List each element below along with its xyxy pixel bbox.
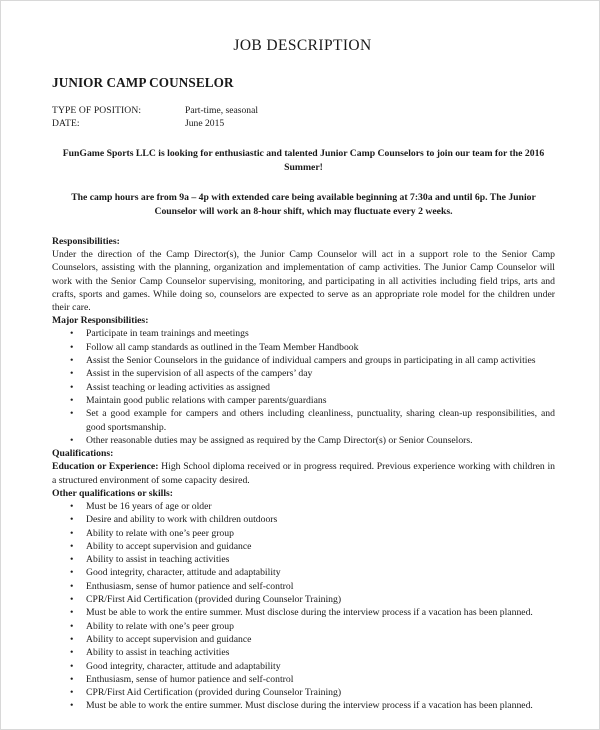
bullet-icon: • [70, 554, 74, 566]
bullet-icon: • [70, 660, 74, 672]
list-item-label: Follow all camp standards as outlined in the Team Member Handbook [86, 341, 359, 353]
list-item-label: CPR/First Aid Certification (provided during Counselor Training) [86, 594, 342, 606]
heading-qualifications: Qualifications: [52, 448, 114, 460]
bullet-icon: • [70, 633, 74, 645]
education-or-experience [52, 460, 555, 486]
list-item [52, 407, 555, 434]
list-item-label: Must be able to work the entire summer. Must disclose during the interview process if a vacation has been planned. [86, 700, 533, 712]
bullet-icon: • [70, 567, 74, 579]
heading-major-responsibilities: Major Responsibilities: [52, 315, 149, 327]
position-meta [52, 104, 555, 130]
list-item [52, 540, 555, 553]
heading-other-qualifications: Other qualifications or skills: [52, 487, 174, 499]
responsibilities-body: Under the direction of the Camp Director(s), the Junior Camp Counselor will act in a support role to the Senior Camp Counselors, assisting with the planning, organization and implementation of camp activities. The Junior Camp Counselor will work with the Senior Camp Counselor supervising, monitoring, and participating in all activities including field trips, arts and crafts, sports and games. While doing so, counselors are expected to serve as an appropriate role model for the children under their care. [52, 249, 555, 314]
meta-label-type: TYPE OF POSITION: [52, 105, 142, 116]
list-item [52, 566, 555, 579]
list-item-label: Must be 16 years of age or older [86, 500, 212, 512]
meta-value-type: Part-time, seasonal [185, 105, 258, 116]
list-item [52, 593, 555, 606]
bullet-icon: • [70, 500, 74, 512]
other-qualifications-list [52, 500, 555, 620]
list-item-label: Enthusiasm, sense of humor patience and self-control [86, 673, 294, 685]
bullet-icon: • [70, 341, 74, 353]
list-item-label: Set a good example for campers and others including cleanliness, punctuality, sharing clean-up responsibilities, and good sportsmanship. [86, 408, 555, 433]
list-item-label: Other reasonable duties may be assigned as required by the Camp Director(s) or Senior Counselors. [86, 434, 473, 446]
bullet-icon: • [70, 381, 74, 393]
bullet-icon: • [70, 355, 74, 367]
bullet-icon: • [70, 514, 74, 526]
bullet-icon: • [70, 434, 74, 446]
list-item [52, 434, 555, 447]
other-qualifications-list-continued [52, 620, 555, 713]
list-item [52, 327, 555, 340]
list-item-label: Ability to accept supervision and guidance [86, 633, 252, 645]
bullet-icon: • [70, 408, 74, 420]
bullet-icon: • [70, 328, 74, 340]
list-item [52, 673, 555, 686]
education-label: Education or Experience: [52, 461, 159, 473]
document-sheet [1, 1, 599, 713]
list-item [52, 354, 555, 367]
list-item-label: Enthusiasm, sense of humor patience and self-control [86, 580, 294, 592]
list-item [52, 646, 555, 659]
list-item [52, 500, 555, 513]
list-item [52, 513, 555, 526]
list-item-label: Good integrity, character, attitude and adaptability [86, 660, 281, 672]
list-item-label: Assist the Senior Counselors in the guidance of individual campers and groups in participating in all camp activities [86, 355, 536, 367]
list-item-label: Maintain good public relations with camper parents/guardians [86, 394, 327, 406]
list-item [52, 606, 555, 619]
list-item [52, 620, 555, 633]
bullet-icon: • [70, 394, 74, 406]
list-item-label: Good integrity, character, attitude and adaptability [86, 567, 281, 579]
list-item [52, 394, 555, 407]
job-title: JUNIOR CAMP COUNSELOR [52, 75, 234, 90]
list-item [52, 367, 555, 380]
list-item-label: Assist in the supervision of all aspects of the campers’ day [86, 368, 313, 380]
bullet-icon: • [70, 687, 74, 699]
list-item [52, 381, 555, 394]
list-item-label: Ability to relate with one’s peer group [86, 620, 234, 632]
list-item-label: Desire and ability to work with children outdoors [86, 514, 278, 526]
list-item-label: Ability to assist in teaching activities [86, 554, 230, 566]
list-item-label: Ability to relate with one’s peer group [86, 527, 234, 539]
bullet-icon: • [70, 607, 74, 619]
education-text: High School diploma received or in progress required. Previous experience working with children in a structured environment of some capacity desired. [52, 461, 555, 486]
meta-value-date: June 2015 [185, 118, 225, 130]
list-item-label: Participate in team trainings and meetings [86, 328, 249, 340]
intro-paragraph-hours: The camp hours are from 9a – 4p with extended care being available beginning at 7:30a and until 6p. The Junior Counselor will work an 8-hour shift, which may fluctuate every 2 weeks. [71, 192, 536, 217]
meta-label-date: DATE: [52, 118, 80, 130]
meta-row-date [52, 117, 555, 130]
bullet-icon: • [70, 594, 74, 606]
bullet-icon: • [70, 647, 74, 659]
list-item [52, 699, 555, 712]
list-item-label: Must be able to work the entire summer. Must disclose during the interview process if a vacation has been planned. [86, 607, 533, 619]
list-item-label: Ability to assist in teaching activities [86, 647, 230, 659]
list-item [52, 660, 555, 673]
heading-responsibilities: Responsibilities: [52, 236, 120, 248]
meta-row-type [52, 104, 555, 117]
list-item-label: Assist teaching or leading activities as assigned [86, 381, 271, 393]
page-title: JOB DESCRIPTION [233, 37, 372, 54]
bullet-icon: • [70, 527, 74, 539]
list-item [52, 553, 555, 566]
bullet-icon: • [70, 580, 74, 592]
major-responsibilities-list [52, 327, 555, 447]
bullet-icon: • [70, 673, 74, 685]
list-item [52, 686, 555, 699]
list-item-label: CPR/First Aid Certification (provided during Counselor Training) [86, 687, 342, 699]
list-item [52, 527, 555, 540]
list-item [52, 580, 555, 593]
list-item [52, 633, 555, 646]
bullet-icon: • [70, 368, 74, 380]
intro-paragraph-hiring: FunGame Sports LLC is looking for enthusiastic and talented Junior Camp Counselors to join our team for the 2016 Summer! [62, 148, 545, 173]
list-item [52, 341, 555, 354]
bullet-icon: • [70, 540, 74, 552]
bullet-icon: • [70, 700, 74, 712]
list-item-label: Ability to accept supervision and guidance [86, 540, 252, 552]
bullet-icon: • [70, 620, 74, 632]
